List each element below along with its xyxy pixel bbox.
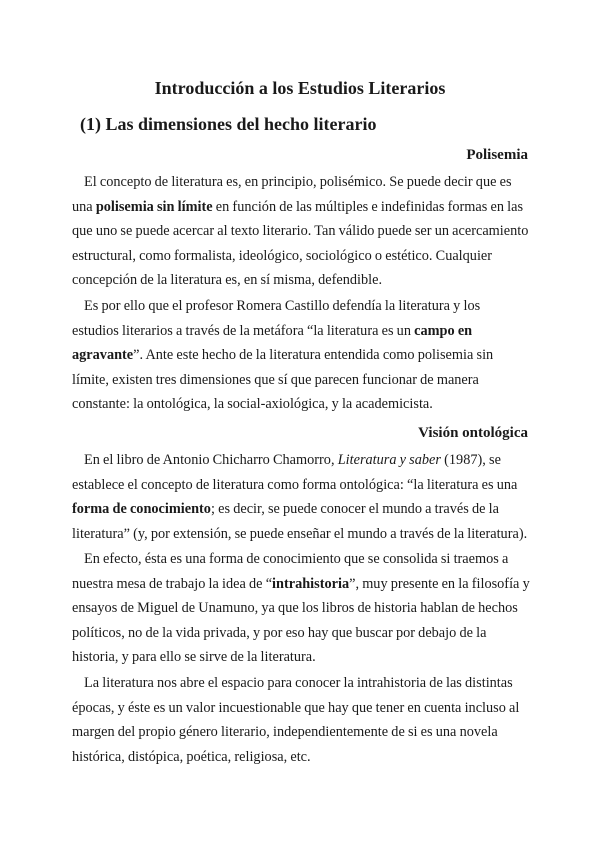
paragraph-ontologica-1 (72, 448, 530, 546)
text-run: ; es decir, se puede conocer el mundo a través de la literatura” (y, por extensión, se puede enseñar el mundo a través de la literatura). (72, 501, 528, 542)
bold-term: forma de conocimiento (72, 501, 211, 518)
bold-term: intrahistoria (272, 575, 350, 592)
text-run: ”. Ante este hecho de la literatura entendida como polisemia sin límite, existen tres dimensiones que sí que parecen funcionar de manera constante: la ontológica, la social-axiológica, y la academicista. (72, 347, 494, 413)
section-subtitle: (1) Las dimensiones del hecho literario (80, 114, 377, 134)
bold-term: campo en agravante (72, 322, 473, 364)
text-run: La literatura nos abre el espacio para conocer la intrahistoria de las distintas épocas, y éste es un valor incuestionable que hay que tener en cuenta incluso al margen del propio género literario, independientemente de si es una novela histórica, distópica, poética, religiosa, etc. (72, 675, 520, 765)
book-title: Literatura y saber (337, 452, 441, 468)
text-run: en función de las múltiples e indefinidas formas en las que uno se puede acercar al texto literario. Tan válido puede ser un acercamiento estructural, como formalista, ideológico, sociológico o estético. Cualquier concepción de la literatura es, en sí misma, defendible. (72, 198, 529, 289)
document-title: Introducción a los Estudios Literarios (154, 78, 446, 98)
text-run: En efecto, ésta es una forma de conocimiento que se consolida si traemos a nuestra mesa de trabajo la idea de “ (72, 551, 509, 592)
text-run: El concepto de literatura es, en principio, polisémico. Se puede decir que es una (72, 174, 512, 215)
text-run: ”, muy presente en la filosofía y ensayos de Miguel de Unamuno, ya que los libros de historia hablan de hechos políticos, no de la vida privada, y por eso hay que buscar por debajo de la historia, y para ello se sirve de la literatura. (72, 575, 530, 666)
text-run: En el libro de Antonio Chicharro Chamorro, (84, 452, 338, 468)
heading-vision-ontologica: Visión ontológica (418, 425, 528, 441)
text-run: Es por ello que el profesor Romera Castillo defendía la literatura y los estudios literarios a través de la metáfora “la literatura es un (72, 298, 481, 339)
text-run: (1987), se establece el concepto de literatura como forma ontológica: “la literatura es una (72, 452, 518, 493)
paragraph-ontologica-2 (72, 547, 530, 670)
paragraph-polisemia-2 (72, 294, 530, 417)
paragraph-polisemia-1 (72, 170, 530, 293)
paragraph-ontologica-3 (72, 671, 530, 769)
bold-term: polisemia sin límite (95, 198, 213, 215)
heading-polisemia: Polisemia (466, 147, 528, 163)
